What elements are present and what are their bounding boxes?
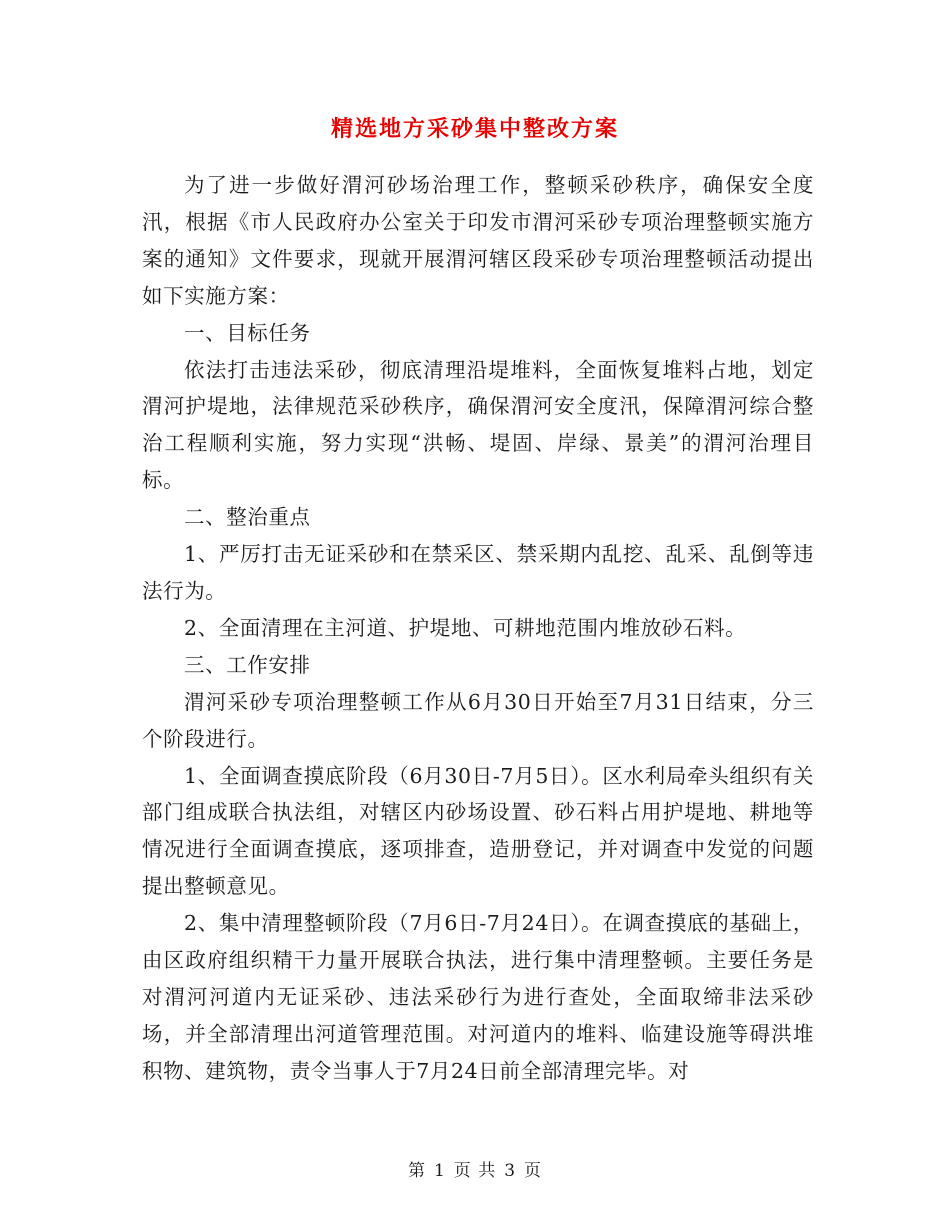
paragraph-stage-1: 1、全面调查摸底阶段（6月30日-7月5日）。区水利局牵头组织有关部门组成联合执法组，对辖区内砂场设置、砂石料占用护堤地、耕地等情况进行全面调查摸底，逐项排查，造册登记，并对调查中发觉的问题提出整顿意见。 [142,763,814,899]
section-heading-goals: 一、目标任务 [184,320,311,345]
section-heading-focus: 二、整治重点 [184,505,311,530]
paragraph-arrangement: 渭河采砂专项治理整顿工作从6月30日开始至7月31日结束，分三个阶段进行。 [142,689,814,751]
document-body [142,167,814,1090]
footer-page-total: 3 [504,1161,517,1181]
document-title: 精选地方采砂集中整改方案 [330,117,619,142]
footer-prefix: 第 [407,1161,426,1181]
footer-mid: 页 共 [453,1161,497,1181]
footer-page-number: 1 [433,1161,446,1181]
paragraph-focus-2: 2、全面清理在主河道、护堤地、可耕地范围内堆放砂石料。 [184,615,747,640]
paragraph-intro: 为了进一步做好渭河砂场治理工作，整顿采砂秩序，确保安全度汛，根据《市人民政府办公室关于印发市渭河采砂专项治理整顿实施方案的通知》文件要求，现就开展渭河辖区段采砂专项治理整顿活动提出如下实施方案： [142,173,814,308]
paragraph-stage-2: 2、集中清理整顿阶段（7月6日-7月24日）。在调查摸底的基础上，由区政府组织精干力量开展联合执法，进行集中清理整顿。主要任务是对渭河河道内无证采砂、违法采砂行为进行查处，全面取缔非法采砂场，并全部清理出河道管理范围。对河道内的堆料、临建设施等碍洪堆积物、建筑物，责令当事人于7月24日前全部清理完毕。对 [142,911,814,1083]
page-footer [0,1156,950,1181]
paragraph-goals: 依法打击违法采砂，彻底清理沿堤堆料，全面恢复堆料占地，划定渭河护堤地，法律规范采砂秩序，确保渭河安全度汛，保障渭河综合整治工程顺利实施，努力实现“洪畅、堤固、岸绿、景美”的渭河治理目标。 [142,357,814,493]
footer-suffix: 页 [524,1161,543,1181]
section-heading-arrangement: 三、工作安排 [184,652,311,677]
paragraph-focus-1: 1、严厉打击无证采砂和在禁采区、禁采期内乱挖、乱采、乱倒等违法行为。 [142,542,814,603]
